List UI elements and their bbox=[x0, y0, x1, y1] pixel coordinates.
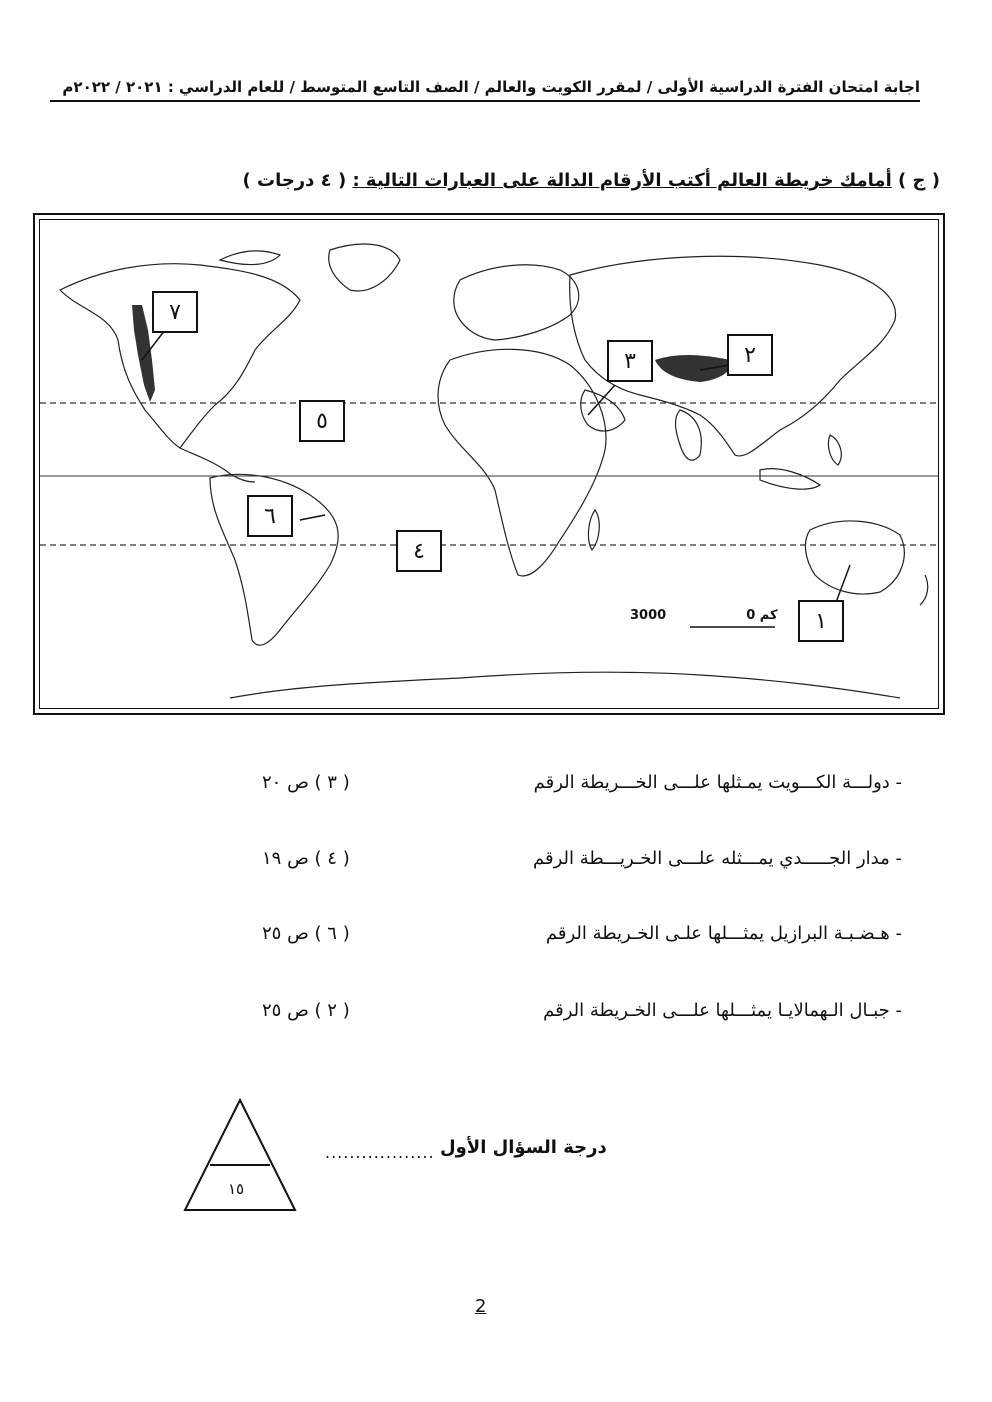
map-label-5: ٥ bbox=[299, 400, 345, 442]
map-label-3: ٣ bbox=[607, 340, 653, 382]
scale-label bbox=[630, 608, 778, 623]
question-marks: ( ٤ درجات ) bbox=[242, 170, 347, 191]
statement-row bbox=[262, 848, 902, 869]
question-title bbox=[200, 170, 940, 191]
map-label-6: ٦ bbox=[247, 495, 293, 537]
europe-shape bbox=[454, 265, 579, 340]
himalaya-shading bbox=[655, 355, 731, 382]
statement-answer: ( ٢ ) ص ٢٥ bbox=[262, 1000, 350, 1021]
world-map bbox=[39, 219, 939, 709]
question-instruction: أمامك خريطة العالم أكتب الأرقام الدالة على العبارات التالية : bbox=[352, 170, 892, 191]
statement-row bbox=[262, 923, 902, 944]
statement-row bbox=[262, 772, 902, 793]
statement-text: - مدار الجـــــدي يمـــثله علـــى الخـريـــطة الرقم bbox=[533, 848, 902, 869]
page-number: 2 bbox=[475, 1296, 487, 1317]
statement-answer: ( ٣ ) ص ٢٠ bbox=[262, 772, 350, 793]
map-label-1: ١ bbox=[798, 600, 844, 642]
antarctica-shape bbox=[230, 672, 900, 698]
page-header: اجابة امتحان الفترة الدراسية الأولى / لمقرر الكويت والعالم / الصف التاسع المتوسط / للعام الدراسي : ٢٠٢١ / ٢٠٢٢م bbox=[50, 78, 920, 102]
statement-row bbox=[262, 1000, 902, 1021]
question-prefix: ( ج ) bbox=[898, 170, 940, 191]
map-label-4: ٤ bbox=[396, 530, 442, 572]
statement-text: - هـضـبـة البرازيل يمثـــلها علـى الخـريطة الرقم bbox=[545, 923, 902, 944]
statement-text: - دولـــة الكـــويت يمـثلها علـــى الخـــريطة الرقم bbox=[533, 772, 902, 793]
map-label-2: ٢ bbox=[727, 334, 773, 376]
score-blank: .................. bbox=[325, 1143, 435, 1162]
statement-text: - جبـال الـهمالايـا يمثـــلها علـــى الخـريطة الرقم bbox=[543, 1000, 902, 1021]
scale-zero: 0 bbox=[746, 608, 756, 623]
score-label: درجة السؤال الأول bbox=[440, 1137, 607, 1158]
map-label-7: ٧ bbox=[152, 291, 198, 333]
scale-distance: 3000كم bbox=[630, 608, 778, 623]
australia-shape bbox=[805, 521, 904, 594]
statement-answer: ( ٦ ) ص ٢٥ bbox=[262, 923, 350, 944]
statement-answer: ( ٤ ) ص ١٩ bbox=[262, 848, 350, 869]
score-max: ١٥ bbox=[228, 1180, 245, 1198]
greenland-shape bbox=[329, 244, 400, 291]
africa-shape bbox=[438, 349, 606, 576]
